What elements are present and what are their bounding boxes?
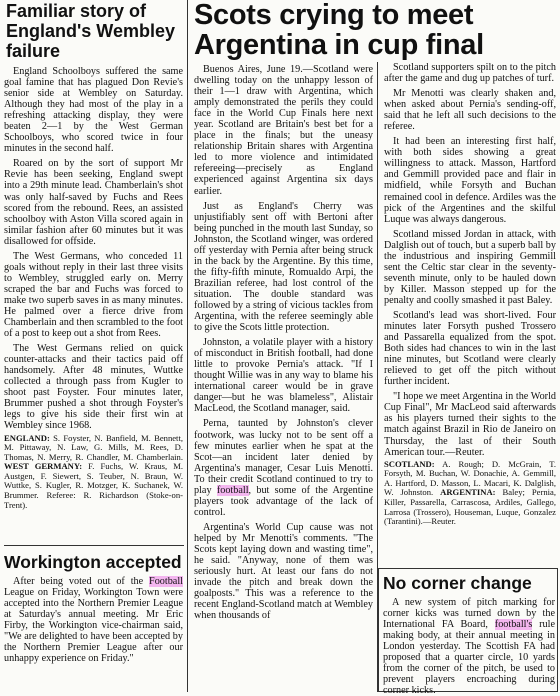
headline-scots: Scots crying to meet Argentina in cup final <box>194 0 484 61</box>
text-run: , but some of the Argentine players took advantage of the lack of control. <box>194 484 373 518</box>
paragraph: Just as England's Cherry was unjustifiably sent off with Bertoni after being punched in the mouth last Sunday, so Johnston, the Scotland winger, was ordered off yesterday with Pernia after being struck in the back by the Argentine. By this time, the fifty-fifth minute, Romualdo Arpi, the Brazilian referee, had lost control of the situation. The double standard was followed by a string of vicious tackles from Argentina, with the referee seemingly able to give the Scots little protection. <box>194 200 373 334</box>
text-run: Perna, taunted by Johnston's clever footwork, was lucky not to be sent off a few minutes earlier when he spat at the Scot—an incident later denied by Argentina's manager, Cesar Luis Menotti. To their credit Scotland continued to try to play <box>194 418 373 496</box>
paragraph: Buenos Aires, June 19.—Scotland were dwelling today on the unhappy lesson of their 1—1 draw with Argentina, which amply demonstrated the perils they could face in the World Cup Finals here next year. Scotland are Britain's best bet for a place in the finals; but the uneasy relationship Britain shares with Argentina led to more violence and intimidated refereeing—precisely as England experienced against Argentina six days earlier. <box>194 64 373 197</box>
team-players: Baley; Pernia, Killer, Passarella, Carrascosa, Ardiles, Gallego, Larrosa (Trossero), Houseman, Luque, Gonzalez (Tarantini).—Reuter. <box>384 487 556 527</box>
article-body-wembley <box>0 66 185 432</box>
paragraph: Scotland supporters spilt on to the pitch after the game and dug up patches of turf. <box>384 62 556 85</box>
paragraph: Scotland's lead was short-lived. Four minutes later Forsyth pushed Trossero and Passarella equalized from the spot. Both sides had chances to win in the last nine minutes, but Scotland were clearly relieved to get off the pitch without further incident. <box>384 309 556 388</box>
team-label: WEST GERMANY: <box>4 461 83 472</box>
text-run: rule making body, at their annual meeting in London yesterday. The Scottish FA had proposed that a quarter circle, 10 yards from the corner of the pitch, be used to prevent players encroaching during corner kicks. <box>383 619 555 696</box>
column-left <box>0 0 185 692</box>
text-run: After being voted out of the <box>13 576 150 587</box>
text-run: A new system of pitch marking for corner kicks was turned down by the International FA Board, <box>383 597 555 631</box>
article-wembley <box>0 0 185 510</box>
article-workington <box>0 552 185 664</box>
paragraph: Johnston, a volatile player with a history of misconduct in British football, had done little to provoke Pernia's attack. "If I thought Willie was in any way to blame his international career would be in grave danger—but he was blameless", Alistair MacLeod, the Scotland manager, said. <box>194 337 373 415</box>
team-lineups-wembley <box>0 432 185 511</box>
team-players: S. Foyster, N. Banfield, M. Bennett, M. Pittaway, N. Law, G. Mills, M. Rees, D. Thomas, N. Merry, R. Chandler, M. Chamberlain. <box>4 432 183 462</box>
divider <box>4 545 184 546</box>
paragraph: The West Germans relied on quick counter-attacks and their tactics paid off handsomely. After 48 minutes, Wuttke collected a through pass from Kugler to shoot past Foyster. Four minutes later, Brummer pushed a shot through Foyster's legs to give his side their first win at Wembley since 1968. <box>4 343 183 432</box>
highlighted-word: football's <box>494 619 533 631</box>
paragraph <box>0 576 185 664</box>
article-body-scots <box>190 64 375 621</box>
paragraph <box>190 418 375 517</box>
highlighted-word: Football <box>149 576 183 587</box>
paragraph: Roared on by the sort of support Mr Revie has been seeking, England swept into a 29th minute lead. Chamberlain's shot was only half-saved by Fuchs and Rees scored from the rebound. Rees, an assisted schoolboy with Aston Villa scored again in similar fashion after 60 minutes but it was disallowed for offside. <box>4 158 183 247</box>
paragraph: The West Germans, who conceded 11 goals without reply in their last three visits to Wembley, struggled early on. Merry scraped the bar and Fuchs was forced to make two superb saves in as many minutes. He palmed over a fierce drive from Chamberlain and then scrambled to the foot of a post to keep out a shot from Rees. <box>4 250 183 340</box>
referee-line: Referee: R. Richardson (Stoke-on-Trent). <box>4 490 183 510</box>
team-label: ENGLAND: <box>4 432 50 443</box>
team-players: F. Fuchs, W. Kraus, M. Austgen, F. Siewert, S. Teuber, N. Braun, W. Wuttke, S. Kugler, R. Motzger, K. Suchanek, W. Brummer. <box>4 461 183 501</box>
paragraph: It had been an interesting first half, with both sides showing a great willingness to attack. Masson, Hartford and Gemmill provided pace and flair in midfield, while Forsyth and Buchan remained cool in defence. Ardiles was the pick of the Argentines and the skilful Luque was always dangerous. <box>384 136 556 225</box>
paragraph: England Schoolboys suffered the same goal famine that has plagued Don Revie's senior side at Wembley on Saturday. Although they had most of the play in a refreshing attacking display, they were beaten 2—1 by the West German Schoolboys, who scored twice in four minutes in the second half. <box>4 66 183 155</box>
team-players: A. Rough; D. McGrain, T. Forsyth, M. Buchan, W. Donachie, A. Gemmill, A. Hartford, D. Masson, L. Macari, K. Dalglish, W. Johnston. <box>384 458 556 498</box>
team-lineups-scots <box>380 458 558 527</box>
paragraph: Scotland missed Jordan in attack, with Dalglish out of touch, but a superb ball by the industrious and inspiring Gemmill sent the Celtic star clear in the seventy-seventh minute, only to be hauled down by Killer. Masson stepped up for the penalty and coolly smashed it past Baley. <box>384 228 556 306</box>
paragraph: Mr Menotti was clearly shaken and, when asked about Pernia's sending-off, said that he left all such decisions to the referee. <box>384 88 556 133</box>
article-corner <box>378 568 558 696</box>
team-label: ARGENTINA: <box>440 487 496 498</box>
article-scots-continued <box>380 62 558 527</box>
article-body-corner <box>379 597 557 696</box>
headline-workington: Workington accepted <box>4 552 182 572</box>
team-label: SCOTLAND: <box>384 458 435 469</box>
paragraph: Argentina's World Cup cause was not helped by Mr Menotti's comments. "The Scots kept laying down and wasting time", he said. "Anyway, none of them was seriously hurt. At least our fans do not invade the pitch and break down the goalposts." This was a reference to the recent England-Scotland match at Wembley when thousands of <box>194 521 373 622</box>
column-rule <box>187 0 188 692</box>
article-body-scots-continued <box>380 62 558 458</box>
highlighted-word: football <box>216 484 249 496</box>
headline-corner: No corner change <box>383 573 532 593</box>
paragraph <box>379 597 557 696</box>
text-run: League on Friday, Workington Town were accepted into the Northern Premier League at Saturday's annual meeting. Mr Eric Firby, the Workington vice-chairman said, "We are delighted to have been accepted by the Northern Premier League after our unhappy experience on Friday." <box>4 587 183 665</box>
headline-wembley: Familiar story of England's Wembley failure <box>6 1 175 61</box>
paragraph: "I hope we meet Argentina in the World Cup Final", Mr MacLeod said afterwards as his players turned their sights to the match against Brazil in Rio de Janeiro on Thursday, the last of their South American tour.—Reuter. <box>384 391 556 458</box>
article-body-workington <box>0 576 185 664</box>
